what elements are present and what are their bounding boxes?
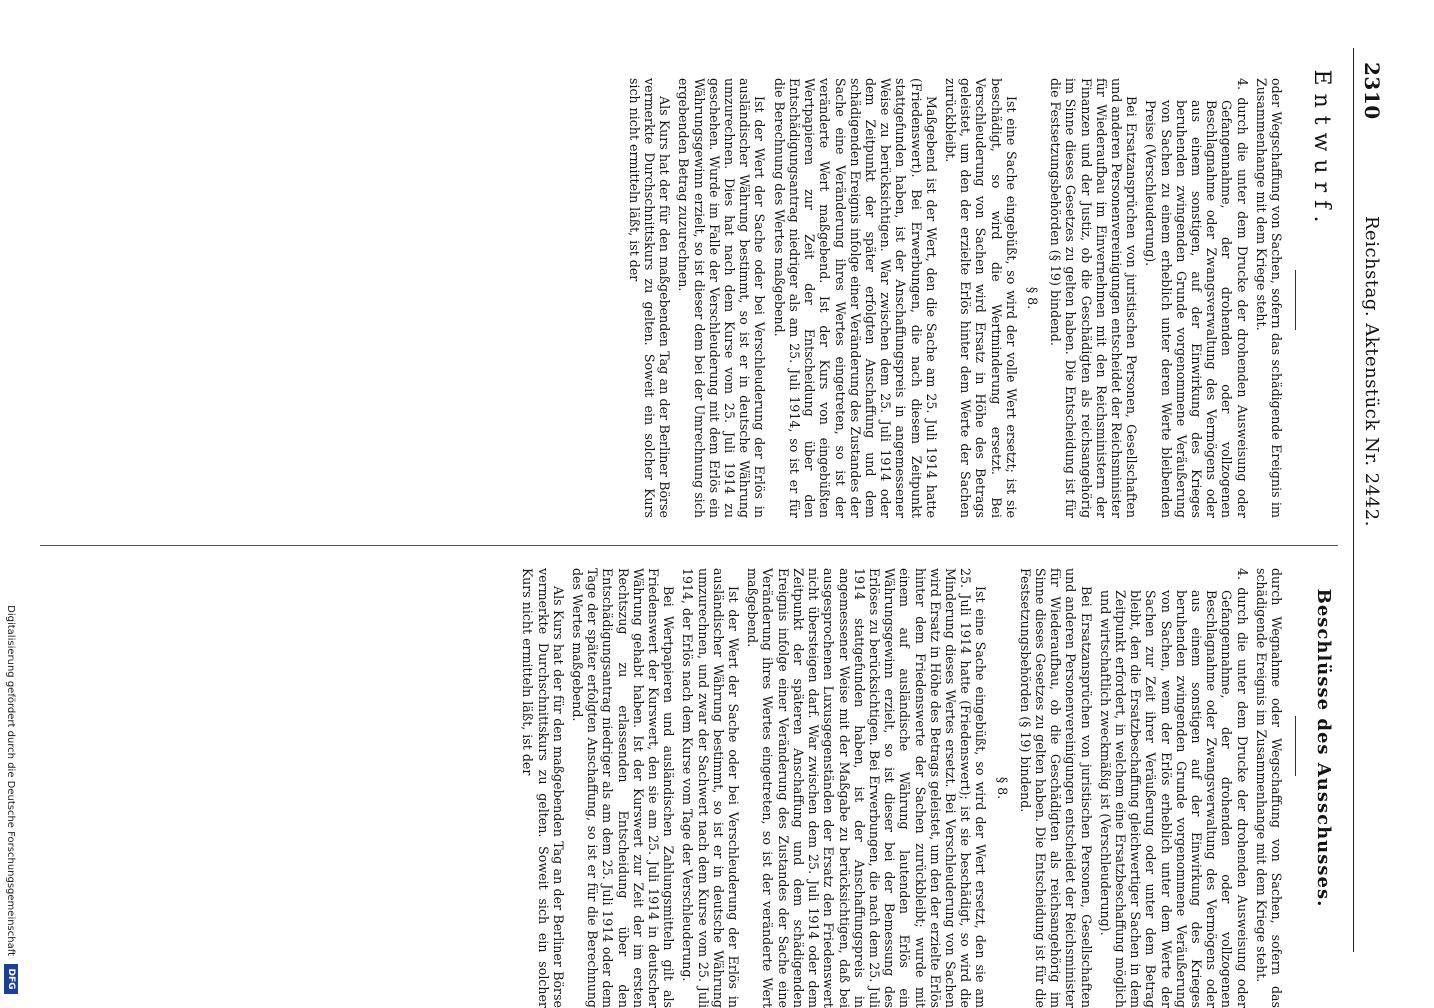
left-paragraph: Ist der Wert der Sache oder bei Verschleuderung der Erlös in ausländischer Währung bestimmt, so ist er in deutsche Währung umzurechnen. Dies hat nach dem Kurse vom 25. Juli 1914 zu geschehen. Wurde im Falle der Verschleuderung mit dem Erlös ein Währungsgewinn erzielt, so ist dieser dem bei der Umrechnung sich ergebenden Betrag zuzurechnen. <box>676 78 768 518</box>
left-heading-rule <box>1295 270 1296 330</box>
credit-text: Digitalisierung gefördert durch die Deutsche Forschungsgemeinschaft <box>5 605 16 956</box>
right-paragraph: Bei Ersatzansprüchen von juristischen Personen, Gesellschaften und anderen Personenvereinigungen entscheidet der Reichsminister für Wiederaufbau, ob die Geschädigten als reichsangehörig im Sinne dieses Gesetzes zu gelten haben. Die Entscheidung ist für die Festsetzungsbehörden (§ 19) bindend. <box>1017 568 1094 1008</box>
left-column <box>623 78 1284 518</box>
digitization-credit <box>0 0 20 1000</box>
left-section-heading: § 8. <box>1024 286 1040 310</box>
header-rule <box>1353 48 1354 952</box>
right-paragraph: Ist eine Sache eingebüßt, so wird der Wert ersetzt, den sie am 25. Juli 1914 hatte (Friedenswert); ist sie beschädigt, so wird die Minderung dieses Wertes ersetzt. Bei Verschleuderung von Sachen wird Ersatz in Höhe des Betrags geleistet, um den der erzielte Erlös hinter dem Friedenswerte der Sachen zurückbleibt; wurde mit einem auf ausländische Währung lautenden Erlös ein Währungsgewinn erzielt, so ist dieser bei der Bemessung des Erlöses zu berücksichtigen. Bei Erwerbungen, die nach dem 25. Juli 1914 stattgefunden haben, ist der Anschaffungspreis in angemessener Weise mit der Maßgabe zu berücksichtigen, daß bei ausgesprochenen Luxusgegenständen der Ersatz den Friedenswert nicht übersteigen darf. War zwischen dem 25. Juli 1914 oder dem Zeitpunkt der späteren Anschaffung und dem schädigenden Ereignis infolge einer Veränderung des Zustandes der Sache eine Veränderung ihres Wertes eingetreten, so ist der veränderte Wert maßgebend. <box>745 568 989 1008</box>
right-paragraph: 4. durch die unter dem Drucke der drohenden Ausweisung oder Gefangennahme, der drohenden oder vollzogenen Beschlagnahme oder Zwangsverwaltung des Vermögens oder aus einem sonstigen auf der Einwirkung des Krieges beruhenden zwingenden Grunde vorgenommene Veräußerung von Sachen, wenn der Erlös erheblich unter dem Werte der Sachen zur Zeit ihrer Veräußerung oder unter dem Betrag bleibt, den die Ersatzbeschaffung gleichwertiger Sachen in dem Zeitpunkt erfordert, in welchem eine Ersatzbeschaffung möglich und wirtschaftlich zweckmäßig ist (Verschleuderung). <box>1097 568 1250 1008</box>
column-divider <box>40 545 1338 546</box>
page-header <box>1356 48 1396 952</box>
right-section-heading: § 8. <box>994 776 1010 800</box>
right-paragraph: durch Wegnahme oder Wegschaffung von Sachen, sofern das schädigende Ereignis im Zusammenhange mit dem Kriege steht. <box>1253 568 1284 1008</box>
right-paragraph: Als Kurs hat der für den maßgebenden Tag an der Berliner Börse vermerkte Durchschnittskurs zu gelten. Soweit sich ein solcher Kurs nicht ermitteln läßt, ist der <box>520 568 566 1008</box>
right-paragraph: Ist der Wert der Sache oder bei Verschleuderung der Erlös in ausländischer Währung bestimmt, so ist er in deutsche Währung umzurechnen, und zwar der Sachwert nach dem Kurse vom 25. Juli 1914, der Erlös nach dem Kurse vom Tage der Verschleuderung. <box>680 568 742 1008</box>
right-heading-rule <box>1295 716 1296 776</box>
right-column-heading: Beschlüsse des Ausschusses. <box>1313 588 1334 908</box>
left-paragraph: Maßgebend ist der Wert, den die Sache am 25. Juli 1914 hatte (Friedenswert). Bei Erwerbungen, die nach diesem Zeitpunkt stattgefunden haben, ist der Anschaffungspreis in angemessener Weise zu berücksichtigen. War zwischen dem 25. Juli 1914 oder dem Zeitpunkt der später erfolgten Anschaffung und dem schädigenden Ereignis infolge einer Veränderung des Zustandes der Sache eine Veränderung ihres Wertes eingetreten, so ist der veränderte Wert maßgebend. Ist der Kurs von eingebüßten Wertpapieren zur Zeit der Entscheidung über den Entschädigungsantrag niedriger als am 25. Juli 1914, so ist er für die Berechnung des Wertes maßgebend. <box>771 78 939 518</box>
left-paragraph: 4. durch die unter dem Drucke der drohenden Ausweisung oder Gefangennahme, der drohenden oder vollzogenen Beschlagnahme oder Zwangsverwaltung des Vermögens oder aus einem sonstigen, auf der Einwirkung des Krieges beruhenden zwingenden Grunde vorgenommene Veräußerung von Sachen zu einem erheblich unter deren Werte bleibenden Preise (Verschleuderung). <box>1143 78 1250 518</box>
left-paragraph: Bei Ersatzansprüchen von juristischen Personen, Gesellschaften und anderen Personenvereinigungen entscheidet der Reichsminister für Wiederaufbau im Einvernehmen mit den Reichsministern der Finanzen und der Justiz, ob die Geschädigten als reichsangehörig im Sinne dieses Gesetzes zu gelten haben. Die Entscheidung ist für die Festsetzungsbehörden (§ 19) bindend. <box>1048 78 1140 518</box>
page-number: 2310 <box>1360 62 1384 120</box>
right-paragraph: Bei Wertpapieren und ausländischen Zahlungsmitteln gilt als Friedenswert der Kurswert, den sie am 25. Juli 1914 in deutscher Währung gehabt haben. Ist der Kurswert zur Zeit der im ersten Rechtszug zu erlassenden Entscheidung über den Entschädigungsantrag niedriger als am dem 25. Juli 1914 oder dem Tage der später erfolgten Anschaffung, so ist er für die Berechnung des Wertes maßgebend. <box>570 568 677 1008</box>
left-column-heading: Entwurf. <box>1309 69 1334 231</box>
left-paragraph: Als Kurs hat der für den maßgebenden Tag an der Berliner Börse vermerkte Durchschnittskurs zu gelten. Soweit ein solcher Kurs sich nicht ermitteln läßt, ist der <box>626 78 673 518</box>
left-paragraph: oder Wegschaffung von Sachen, sofern das schädigende Ereignis im Zusammenhange mit dem Kriege steht. <box>1253 78 1284 518</box>
right-column <box>516 568 1284 1008</box>
journal-title: Reichstag. Aktenstück Nr. 2442. <box>1361 216 1382 527</box>
left-paragraph: Ist eine Sache eingebüßt, so wird der volle Wert ersetzt; ist sie beschädigt, so wird die Wertminderung ersetzt. Bei Verschleuderung von Sachen wird Ersatz in Höhe des Betrags geleistet, um den der erzielte Erlös hinter dem Werte der Sachen zurückbleibt. <box>942 78 1019 518</box>
dfg-logo: DFG <box>4 964 18 994</box>
